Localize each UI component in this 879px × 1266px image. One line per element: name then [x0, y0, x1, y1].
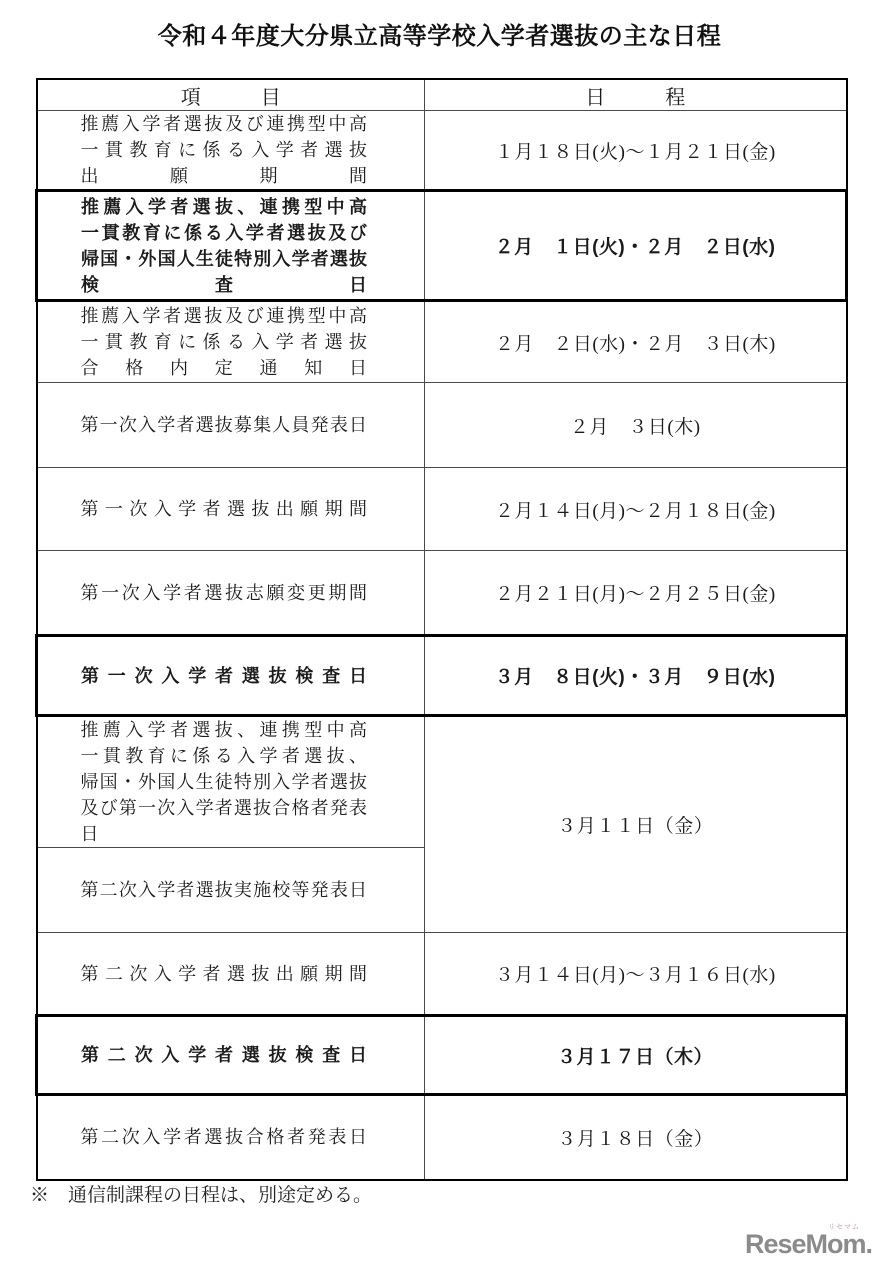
item-text-line: 帰国・外国人生徒特別入学者選抜: [81, 248, 367, 269]
item-text-line: 一貫教育に係る入学者選抜: [80, 140, 367, 160]
item-cell: [37, 468, 425, 551]
date-cell: ３月１７日（木）: [425, 1016, 847, 1095]
table-row-bold: [37, 191, 847, 301]
item-text-line: 出願期間: [80, 166, 367, 186]
date-cell: ２月 ２日(水)・２月 ３日(木): [425, 301, 847, 383]
item-text-line: 一貫教育に係る入学者選抜及び: [81, 222, 367, 243]
item-text-line: 第二次入学者選抜出願期間: [80, 963, 367, 984]
resemom-logo: [744, 1224, 872, 1260]
date-cell: ３月１４日(月)～３月１６日(水): [425, 933, 847, 1016]
item-text-line: 帰国・外国人生徒特別入学者選抜: [80, 772, 367, 792]
table-row: [37, 383, 847, 468]
item-cell: [37, 636, 425, 716]
date-cell: ２月１４日(月)～２月１８日(金): [425, 468, 847, 551]
item-text-line: 一貫教育に係る入学者選抜、: [80, 746, 367, 766]
item-cell: [37, 716, 425, 848]
logo-text: ReseMom.: [744, 1229, 872, 1259]
page-title: 令和４年度大分県立高等学校入学者選抜の主な日程: [157, 23, 722, 50]
item-cell: [37, 383, 425, 468]
item-text-line: 検査日: [81, 274, 367, 295]
item-text-line: 第一次入学者選抜出願期間: [80, 499, 367, 519]
item-text-line: 第一次入学者選抜志願変更期間: [80, 582, 367, 603]
item-text-line: 推薦入学者選抜、連携型中高: [81, 196, 367, 217]
table-row-bold: [37, 1016, 847, 1095]
item-text-line: 第一次入学者選抜検査日: [81, 665, 367, 686]
table-row: [37, 468, 847, 551]
date-cell: ３月１８日（金）: [425, 1095, 847, 1180]
table-row: [37, 1095, 847, 1180]
table-row: [37, 551, 847, 636]
item-cell: [37, 191, 425, 301]
item-cell: [37, 551, 425, 636]
item-cell: [37, 933, 425, 1016]
item-text-line: 合格内定通知日: [80, 358, 367, 378]
item-text-line: 推薦入学者選抜、連携型中高: [80, 720, 367, 740]
item-cell: [37, 111, 425, 191]
item-text-line: 及び第一次入学者選抜合格者発表日: [80, 798, 367, 844]
item-text-line: 推薦入学者選抜及び連携型中高: [80, 306, 367, 326]
date-cell: ２月 ３日(木): [425, 383, 847, 468]
item-text-line: 一貫教育に係る入学者選抜: [80, 332, 367, 352]
table-row: [37, 301, 847, 383]
table-row-bold: [37, 636, 847, 716]
date-cell-merged: ３月１１日（金）: [425, 716, 847, 933]
schedule-table: [35, 78, 848, 1181]
column-header-schedule: 日 程: [425, 79, 847, 111]
item-cell: [37, 1095, 425, 1180]
footnote: ※ 通信制課程の日程は、別途定める。: [30, 1185, 373, 1206]
item-text-line: 第二次入学者選抜合格者発表日: [80, 1127, 367, 1148]
date-cell: ２月２１日(月)～２月２５日(金): [425, 551, 847, 636]
item-text-line: 推薦入学者選抜及び連携型中高: [80, 114, 367, 134]
table-header-row: [37, 79, 847, 111]
logo-ruby-text: リセマム: [828, 1224, 860, 1231]
date-cell: １月１８日(火)～１月２１日(金): [425, 111, 847, 191]
table-row: [37, 111, 847, 191]
table-row: [37, 716, 847, 848]
item-cell: [37, 848, 425, 933]
item-text-line: 第二次入学者選抜実施校等発表日: [80, 880, 367, 900]
item-text-line: 第二次入学者選抜検査日: [81, 1045, 367, 1065]
date-cell: ３月 ８日(火)・３月 ９日(水): [425, 636, 847, 716]
table-row: [37, 933, 847, 1016]
item-text-line: 第一次入学者選抜募集人員発表日: [80, 415, 367, 435]
column-header-item: 項 目: [37, 79, 425, 111]
item-cell: [37, 301, 425, 383]
date-cell: ２月 １日(火)・２月 ２日(水): [425, 191, 847, 301]
item-cell: [37, 1016, 425, 1095]
